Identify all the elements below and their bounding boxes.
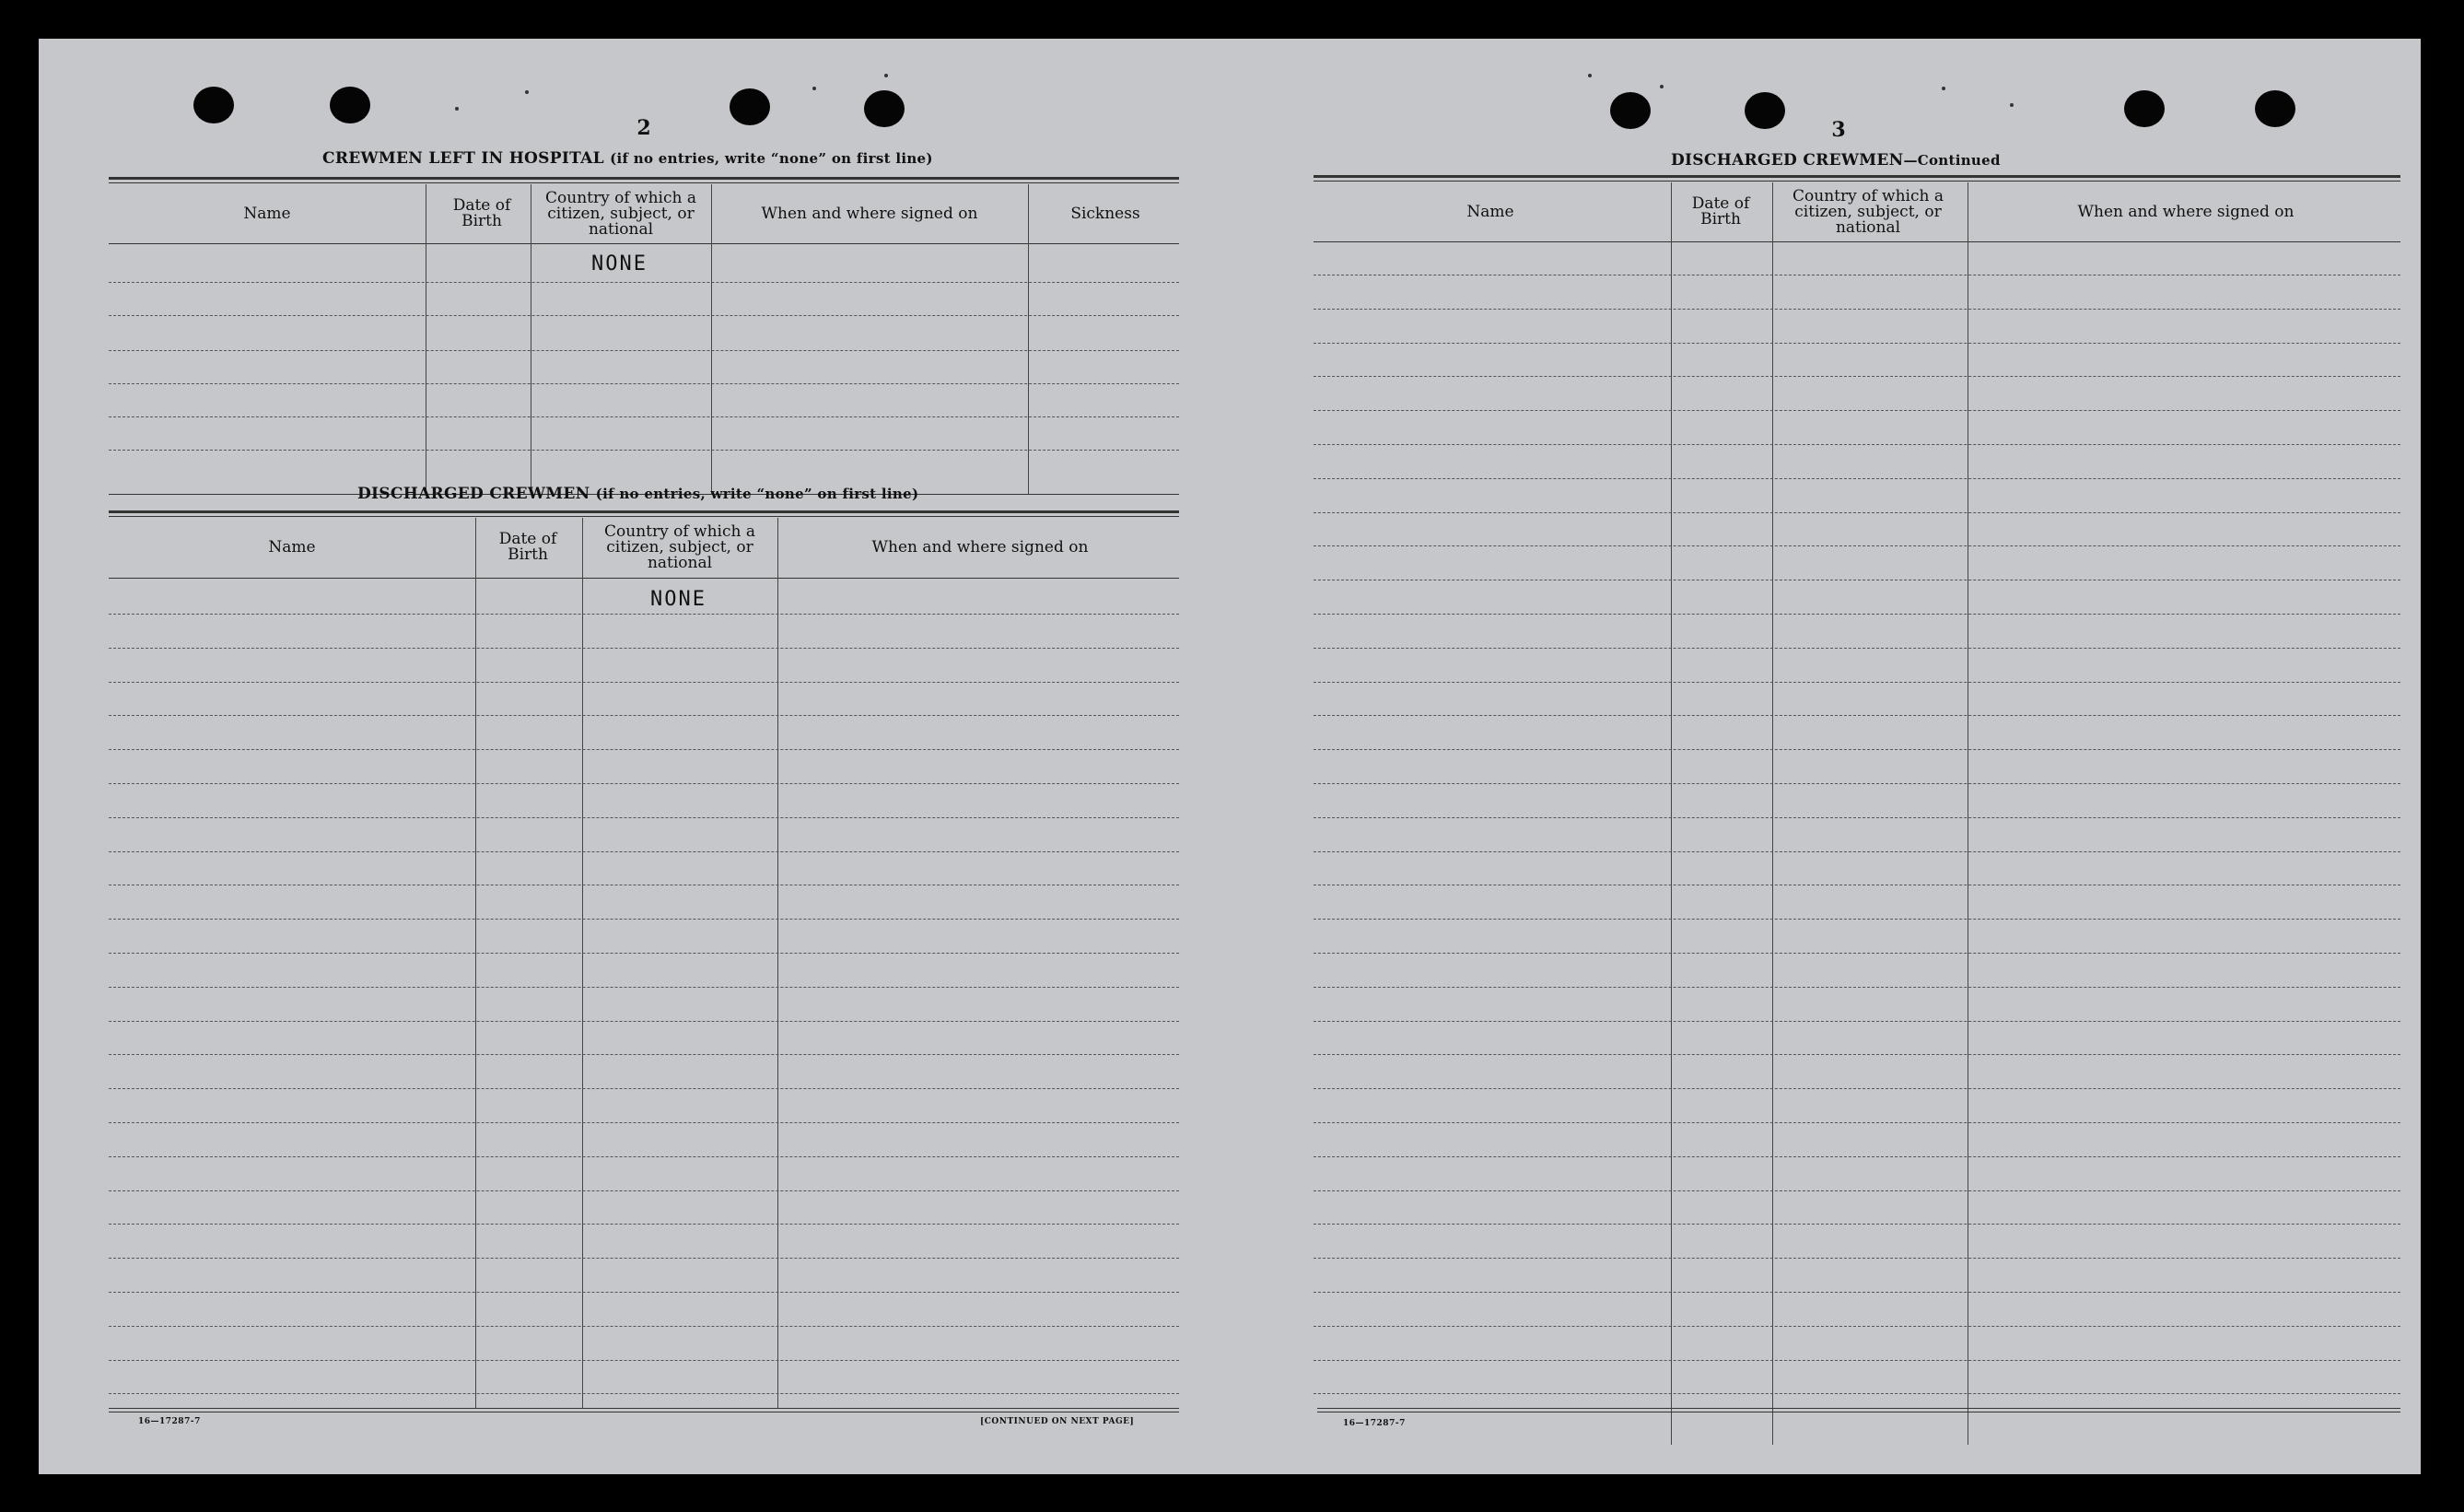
column-header-sickness: Sickness <box>1070 204 1140 223</box>
entry-line <box>109 282 1179 283</box>
column-divider <box>1772 182 1773 1445</box>
entry-line <box>1314 1054 2400 1055</box>
entry-line <box>109 715 1179 716</box>
punch-hole <box>730 88 770 125</box>
speck <box>812 87 816 90</box>
entry-line <box>1314 1326 2400 1327</box>
entry-line <box>1314 512 2400 513</box>
punch-hole <box>2124 90 2165 127</box>
header-bottom-rule <box>1314 241 2400 242</box>
entry-line <box>109 1360 1179 1361</box>
table-top-rule <box>109 177 1179 180</box>
entry-line <box>109 350 1179 351</box>
entry-line <box>1314 1258 2400 1259</box>
entry-line <box>1314 953 2400 954</box>
entry-line <box>1314 343 2400 344</box>
header-bottom-rule <box>109 243 1179 244</box>
entry-line <box>1314 783 2400 784</box>
entry-line <box>109 1393 1179 1394</box>
entry-line <box>109 416 1179 417</box>
entry-line <box>1314 444 2400 445</box>
discharged-title-instruction: (if no entries, write “none” on first line) <box>595 486 919 502</box>
column-header-when-where-signed-on: When and where signed on <box>2077 202 2295 221</box>
entry-line <box>1314 715 2400 716</box>
hospital-title-instruction: (if no entries, write “none” on first line) <box>610 150 933 167</box>
entry-line <box>1314 410 2400 411</box>
hospital-title-main: CREWMEN LEFT IN HOSPITAL <box>322 149 604 168</box>
entry-line <box>109 315 1179 316</box>
right-section-title <box>1671 151 2001 170</box>
speck <box>1588 74 1592 77</box>
speck <box>884 74 888 77</box>
column-header-country: Country of which a citizen, subject, or national <box>604 522 755 572</box>
column-header-when-where-signed-on: When and where signed on <box>871 537 1089 557</box>
column-header-country: Country of which a citizen, subject, or national <box>1793 186 1944 237</box>
page-number: 3 <box>1831 118 1846 142</box>
form-number: 16—17287-7 <box>138 1417 201 1426</box>
entry-line <box>109 648 1179 649</box>
entry-line <box>109 1258 1179 1259</box>
punch-hole <box>1745 92 1785 129</box>
table-top-rule <box>1314 175 2400 178</box>
entry-line <box>1314 1021 2400 1022</box>
discharged-title-main: DISCHARGED CREWMEN <box>357 485 590 503</box>
entry-line <box>109 1054 1179 1055</box>
column-header-date-of-birth: Date of Birth <box>498 530 557 564</box>
entry-line <box>109 1156 1179 1157</box>
speck <box>1660 85 1664 88</box>
entry-line <box>109 383 1179 384</box>
column-divider <box>582 518 583 1408</box>
page-number: 2 <box>636 116 651 140</box>
punch-hole <box>1610 92 1651 129</box>
discharged-entry-none: NONE <box>650 588 707 611</box>
entry-line <box>109 614 1179 615</box>
entry-line <box>1314 1156 2400 1157</box>
entry-line <box>109 450 1179 451</box>
entry-line <box>1314 851 2400 852</box>
entry-line <box>109 851 1179 852</box>
entry-line <box>1314 682 2400 683</box>
hospital-entry-none: NONE <box>591 252 648 275</box>
table-bottom-rule <box>109 1408 1179 1409</box>
punch-hole <box>330 87 370 123</box>
continued-note: [CONTINUED ON NEXT PAGE] <box>980 1417 1135 1426</box>
entry-line <box>1314 309 2400 310</box>
entry-line <box>109 1326 1179 1327</box>
entry-line <box>1314 1122 2400 1123</box>
entry-line <box>1314 817 2400 818</box>
entry-line <box>1314 614 2400 615</box>
entry-line <box>1314 648 2400 649</box>
entry-line <box>109 1122 1179 1123</box>
entry-line <box>109 1224 1179 1225</box>
speck <box>2010 103 2014 107</box>
entry-line <box>109 919 1179 920</box>
entry-line <box>1314 545 2400 546</box>
entry-line <box>109 817 1179 818</box>
column-header-name: Name <box>268 537 316 557</box>
column-header-when-where-signed-on: When and where signed on <box>761 204 978 223</box>
entry-line <box>1314 919 2400 920</box>
column-divider <box>475 518 476 1408</box>
punch-hole <box>864 90 905 127</box>
column-header-name: Name <box>243 204 291 223</box>
column-divider <box>1671 182 1672 1445</box>
hospital-section-title <box>322 149 933 168</box>
right-title-main: DISCHARGED CREWMEN <box>1671 151 1904 170</box>
entry-line <box>109 682 1179 683</box>
column-divider <box>711 184 712 494</box>
header-bottom-rule <box>109 578 1179 579</box>
column-header-date-of-birth: Date of Birth <box>1691 194 1750 229</box>
column-divider <box>1028 184 1029 494</box>
entry-line <box>1314 1224 2400 1225</box>
document-sheet <box>39 39 2421 1474</box>
entry-line <box>1314 1190 2400 1191</box>
right-title-suffix: —Continued <box>1903 152 2001 169</box>
column-header-country: Country of which a citizen, subject, or national <box>545 188 696 239</box>
entry-line <box>1314 478 2400 479</box>
table-top-rule <box>1314 181 2400 182</box>
table-top-rule <box>109 182 1179 183</box>
discharged-section-title <box>357 485 918 503</box>
entry-line <box>109 953 1179 954</box>
entry-line <box>109 1190 1179 1191</box>
entry-line <box>109 783 1179 784</box>
entry-line <box>1314 749 2400 750</box>
entry-line <box>109 987 1179 988</box>
entry-line <box>109 749 1179 750</box>
table-top-rule <box>109 510 1179 513</box>
punch-hole <box>2255 90 2295 127</box>
table-bottom-rule <box>1317 1408 2400 1409</box>
entry-line <box>1314 987 2400 988</box>
entry-line <box>1314 1393 2400 1394</box>
punch-hole <box>193 87 234 123</box>
table-top-rule <box>109 516 1179 517</box>
speck <box>455 107 459 111</box>
entry-line <box>109 1021 1179 1022</box>
entry-line <box>1314 376 2400 377</box>
speck <box>525 90 529 94</box>
column-header-date-of-birth: Date of Birth <box>452 196 511 230</box>
entry-line <box>1314 1360 2400 1361</box>
column-divider <box>777 518 778 1408</box>
entry-line <box>1314 1292 2400 1293</box>
column-header-name: Name <box>1466 202 1514 221</box>
speck <box>1942 87 1945 90</box>
entry-line <box>109 1292 1179 1293</box>
form-number: 16—17287-7 <box>1343 1419 1406 1428</box>
entry-line <box>1314 1088 2400 1089</box>
entry-line <box>109 1088 1179 1089</box>
